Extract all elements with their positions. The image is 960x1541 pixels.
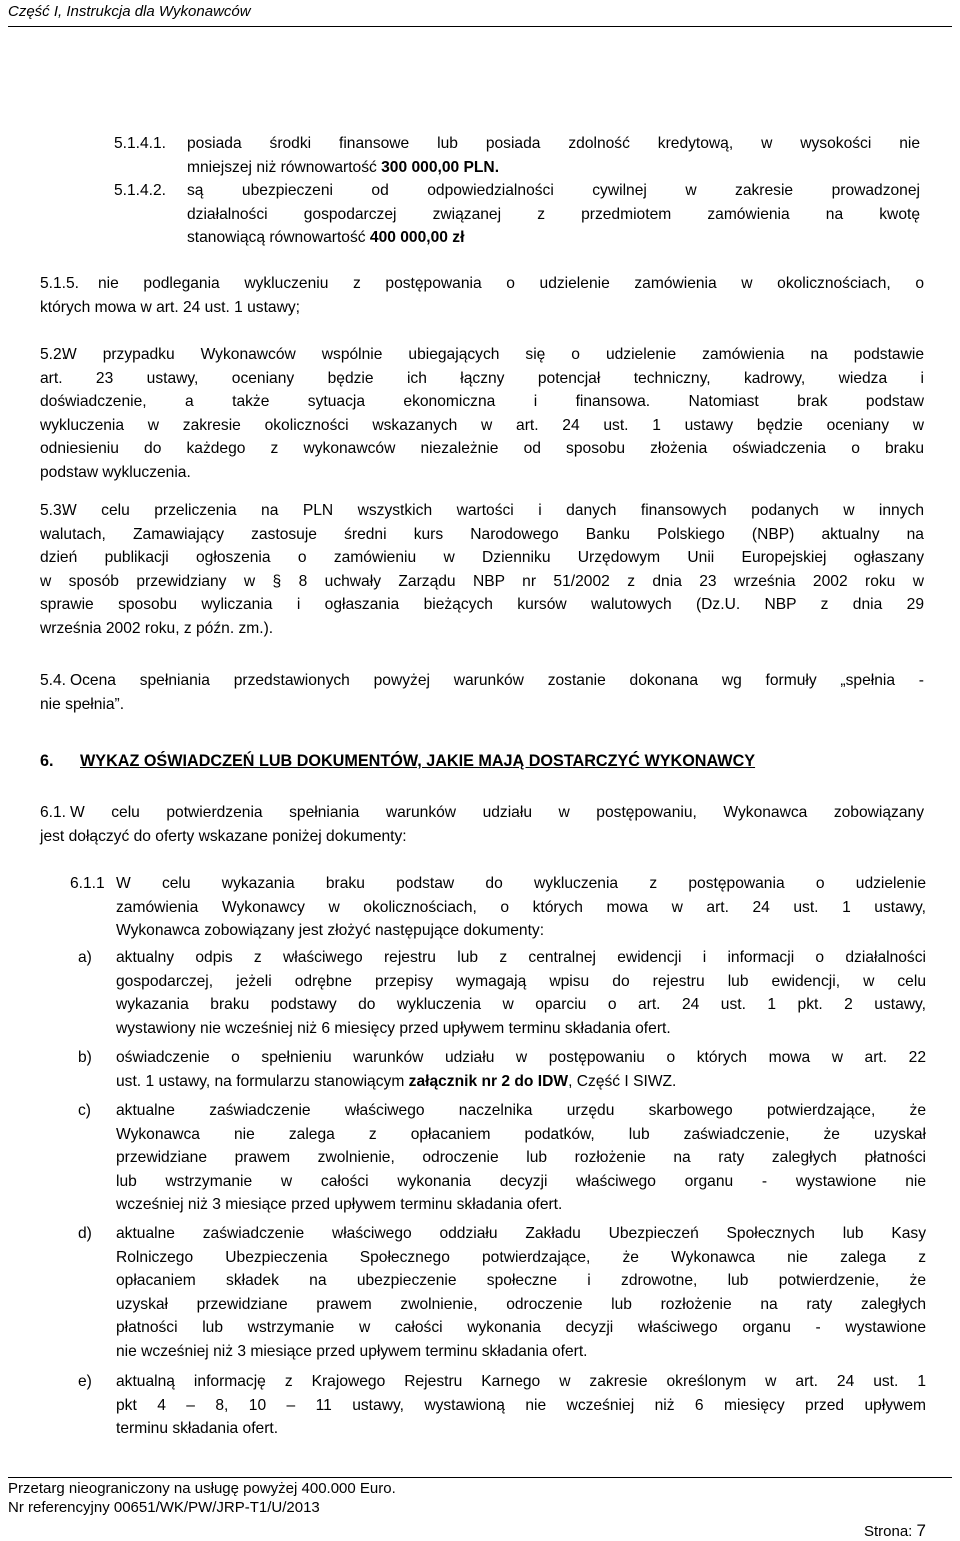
section-53-number: 5.3. bbox=[40, 502, 67, 519]
item-b-line bbox=[116, 1070, 926, 1094]
section-515-line: których mowa w art. 24 ust. 1 ustawy; bbox=[40, 298, 300, 316]
page-number-value: 7 bbox=[916, 1521, 926, 1540]
section-52-line: wykluczenia w zakresie okoliczności wskazanych w art. 24 ust. 1 ustawy będzie oceniany w bbox=[40, 416, 924, 434]
section-53-line: w sposób przewidziany w § 8 uchwały Zarządu NBP nr 51/2002 z dnia 23 września 2002 roku w bbox=[40, 572, 924, 590]
item-c-line: wcześniej niż 3 miesiące przed upływem terminu składania ofert. bbox=[116, 1196, 563, 1213]
section-611-line: Wykonawca zobowiązany jest złożyć następujące dokumenty: bbox=[116, 922, 545, 939]
section-5142-number: 5.1.4.2. bbox=[114, 182, 167, 199]
section-54-body bbox=[40, 669, 924, 716]
footer-reference-number: Nr referencyjny 00651/WK/PW/JRP-T1/U/2013 bbox=[8, 1499, 320, 1516]
header-divider bbox=[8, 26, 952, 27]
section-53-body bbox=[40, 499, 924, 640]
section-52-line: podstaw wykluczenia. bbox=[40, 463, 191, 481]
item-a-line: wykazania braku podstawy do wykluczenia w oparciu o art. 24 ust. 1 pkt. 2 ustawy, bbox=[116, 996, 926, 1013]
section-5142-line bbox=[187, 226, 920, 250]
section-52-number: 5.2. bbox=[40, 346, 67, 363]
item-b-text: ust. 1 ustawy, na formularzu stanowiącym bbox=[116, 1072, 409, 1090]
section-611-number: 6.1.1 bbox=[70, 875, 105, 892]
section-515-line: nie podlegania wykluczeniu z postępowania o udzielenie zamówienia w okolicznościach, o bbox=[98, 275, 924, 292]
section-53-line: sprawie sposobu wyliczania i ogłaszania bieżących kursów walutowych (Dz.U. NBP z dnia 29 bbox=[40, 596, 924, 613]
section-5142-line: są ubezpieczeni od odpowiedzialności cywilnej w zakresie prowadzonej bbox=[187, 182, 920, 199]
section-52-line: W przypadku Wykonawców wspólnie ubiegających się o udzielenie zamówienia na podstawie bbox=[62, 346, 924, 363]
section-5141-body bbox=[187, 132, 920, 179]
footer-tender-info: Przetarg nieograniczony na usługę powyżej 400.000 Euro. bbox=[8, 1480, 396, 1497]
page-number bbox=[864, 1521, 926, 1541]
section-52-line: odniesieniu do każdego z wykonawców niezależnie od sposobu złożenia oświadczenia o braku bbox=[40, 440, 924, 457]
item-d-line: Rolniczego Ubezpieczenia Społecznego potwierdzające, że Wykonawca nie zalega z bbox=[116, 1248, 926, 1266]
section-54-number: 5.4. bbox=[40, 672, 67, 689]
section-611-line: zamówienia Wykonawcy w okolicznościach, o których mowa w art. 24 ust. 1 ustawy, bbox=[116, 898, 926, 916]
item-c-body bbox=[116, 1099, 926, 1217]
section-611-body bbox=[116, 872, 926, 943]
item-a-body bbox=[116, 946, 926, 1040]
item-e-body bbox=[116, 1370, 926, 1441]
section-52-line: art. 23 ustawy, oceniany będzie ich łączny potencjał techniczny, kadrowy, wiedza i bbox=[40, 369, 924, 387]
section-5142-body bbox=[187, 179, 920, 250]
section-52-line: doświadczenie, a także sytuacja ekonomiczna i finansowa. Natomiast brak podstaw bbox=[40, 393, 924, 410]
section-515-body bbox=[40, 272, 924, 319]
item-c-line: lub wstrzymanie w całości wykonania decyzji właściwego organu - wystawione nie bbox=[116, 1172, 926, 1190]
item-b-body bbox=[116, 1046, 926, 1093]
item-e-label: e) bbox=[78, 1373, 92, 1390]
footer-divider bbox=[8, 1477, 952, 1478]
section-515-number: 5.1.5. bbox=[40, 275, 80, 292]
item-c-label: c) bbox=[78, 1102, 91, 1119]
section-5142-line: działalności gospodarczej związanej z przedmiotem zamówienia na kwotę bbox=[187, 205, 920, 223]
item-c-line: przewidziane prawem zwolnienie, odroczenie lub rozłożenie na raty zaległych płatności bbox=[116, 1149, 926, 1166]
section-5141-number: 5.1.4.1. bbox=[114, 135, 167, 152]
section-53-line: dzień publikacji ogłoszenia o zamówieniu w Dzienniku Urzędowym Unii Europejskiej ogłaszany bbox=[40, 549, 924, 566]
item-a-line: gospodarczej, jeżeli odrębne przepisy wymagają wpisu do rejestru lub ewidencji, w celu bbox=[116, 972, 926, 990]
item-e-line: aktualną informację z Krajowego Rejestru Karnego w zakresie określonym w art. 24 ust. 1 bbox=[116, 1373, 926, 1390]
section-611-line: W celu wykazania braku podstaw do wykluczenia z postępowania o udzielenie bbox=[116, 875, 926, 892]
section-61-body bbox=[40, 801, 924, 848]
item-d-line: płatności lub wstrzymanie w całości wykonania decyzji właściwego organu - wystawione bbox=[116, 1319, 926, 1336]
item-d-line: opłacaniem składek na ubezpieczenie społeczne i zdrowotne, lub potwierdzenie, że bbox=[116, 1272, 926, 1289]
item-c-line: aktualne zaświadczenie właściwego naczelnika urzędu skarbowego potwierdzające, że bbox=[116, 1102, 926, 1119]
section-52-body bbox=[40, 343, 924, 484]
section-5141-line bbox=[187, 156, 920, 180]
section-53-line: W celu przeliczenia na PLN wszystkich wartości i danych finansowych podanych w innych bbox=[62, 502, 924, 519]
item-b-attachment-ref: załącznik nr 2 do IDW bbox=[408, 1072, 569, 1090]
item-a-line: wystawiony nie wcześniej niż 6 miesięcy przed upływem terminu składania ofert. bbox=[116, 1019, 671, 1037]
section-5141-amount: 300 000,00 PLN. bbox=[381, 158, 500, 176]
item-d-line: aktualne zaświadczenie właściwego oddziału Zakładu Ubezpieczeń Społecznych lub Kasy bbox=[116, 1225, 926, 1242]
section-5141-text: mniejszej niż równowartość bbox=[187, 158, 382, 176]
item-a-line: aktualny odpis z właściwego rejestru lub z centralnej ewidencji i informacji o działalności bbox=[116, 949, 926, 966]
section-54-line: Ocena spełniania przedstawionych powyżej warunków zostanie dokonana wg formuły „spełnia - bbox=[70, 672, 924, 689]
page-header-title: Część I, Instrukcja dla Wykonawców bbox=[8, 3, 251, 20]
section-61-number: 6.1. bbox=[40, 804, 67, 821]
section-6-title: WYKAZ OŚWIADCZEŃ LUB DOKUMENTÓW, JAKIE MAJĄ DOSTARCZYĆ WYKONAWCY bbox=[80, 752, 756, 770]
item-e-line: terminu składania ofert. bbox=[116, 1420, 279, 1437]
item-d-body bbox=[116, 1222, 926, 1363]
section-5142-text: stanowiącą równowartość bbox=[187, 229, 370, 246]
item-c-line: Wykonawca nie zalega z opłacaniem podatków, lub zaświadczenie, że uzyskał bbox=[116, 1125, 926, 1143]
item-d-line: nie wcześniej niż 3 miesiące przed upływem terminu składania ofert. bbox=[116, 1342, 588, 1360]
item-d-line: uzyskał przewidziane prawem zwolnienie, odroczenie lub rozłożenie na raty zaległych bbox=[116, 1295, 926, 1313]
section-61-line: W celu potwierdzenia spełniania warunków udziału w postępowaniu, Wykonawca zobowiązany bbox=[70, 804, 924, 821]
section-54-line: nie spełnia”. bbox=[40, 695, 125, 713]
item-b-label: b) bbox=[78, 1049, 92, 1066]
section-6-number: 6. bbox=[40, 752, 54, 770]
item-e-line: pkt 4 – 8, 10 – 11 ustawy, wystawioną nie wcześniej niż 6 miesięcy przed upływem bbox=[116, 1396, 926, 1414]
section-5141-line: posiada środki finansowe lub posiada zdolność kredytową, w wysokości nie bbox=[187, 135, 920, 152]
item-a-label: a) bbox=[78, 949, 92, 966]
section-53-line: walutach, Zamawiający zastosuje średni kurs Narodowego Banku Polskiego (NBP) aktualny na bbox=[40, 525, 924, 543]
item-d-label: d) bbox=[78, 1225, 92, 1242]
page-number-label: Strona: bbox=[863, 1523, 913, 1540]
section-61-line: jest dołączyć do oferty wskazane poniżej dokumenty: bbox=[40, 827, 407, 845]
section-5142-amount: 400 000,00 zł bbox=[369, 229, 465, 246]
item-b-text: , Część I SIWZ. bbox=[568, 1072, 677, 1090]
section-53-line: września 2002 roku, z późn. zm.). bbox=[40, 619, 274, 637]
item-b-line: oświadczenie o spełnieniu warunków udziału w postępowaniu o których mowa w art. 22 bbox=[116, 1049, 926, 1066]
